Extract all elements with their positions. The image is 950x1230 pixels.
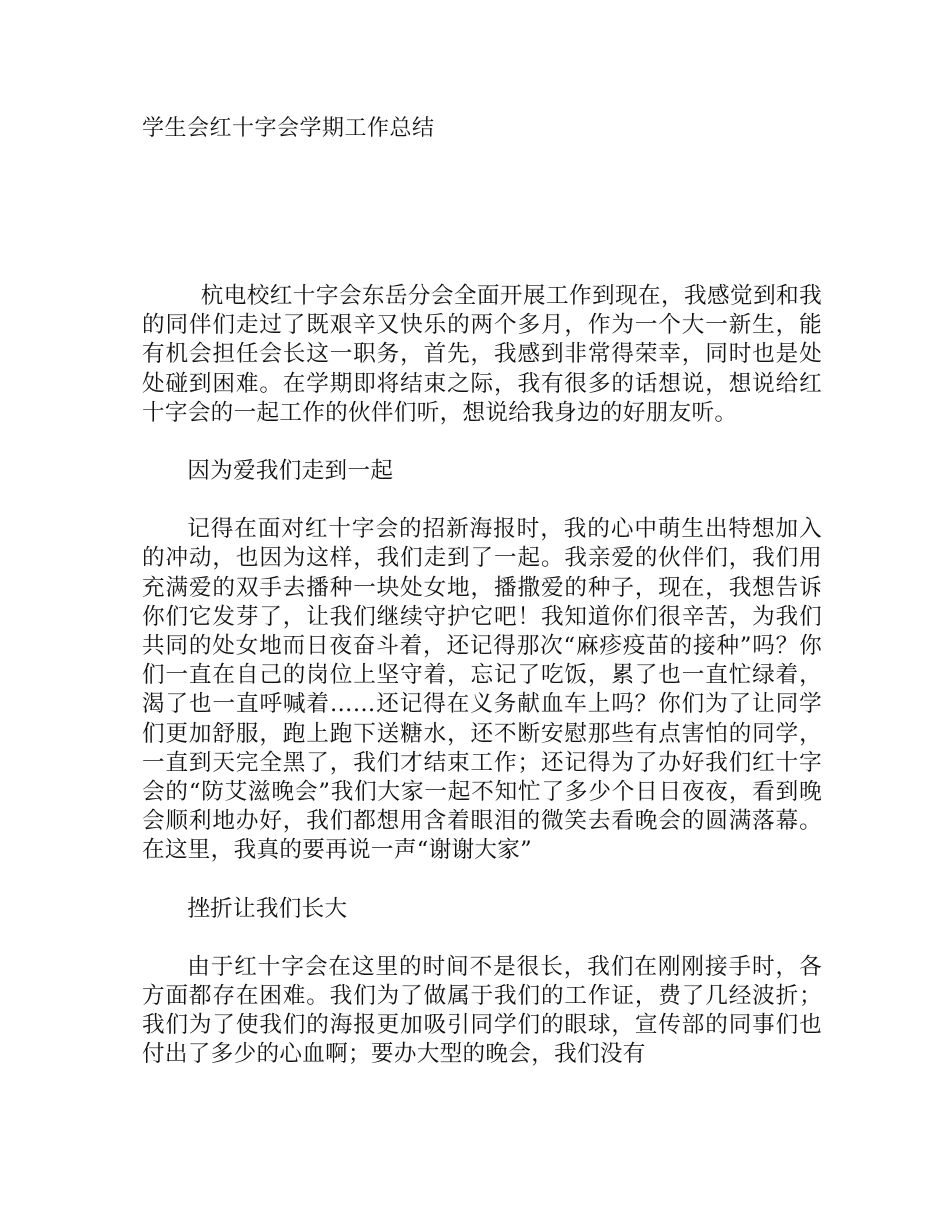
paragraph-gap xyxy=(142,428,822,457)
paragraph-gap xyxy=(142,924,822,953)
section-heading-love: 因为爱我们走到一起 xyxy=(187,458,394,485)
section-heading-setbacks: 挫折让我们长大 xyxy=(187,895,348,922)
paragraph-intro: 杭电校红十字会东岳分会全面开展工作到现在，我感觉到和我的同伴们走过了既艰辛又快乐的两个多月，作为一个大一新生，能有机会担任会长这一职务，首先，我感到非常得荣幸，同时也是处处碰到困难。在学期即将结束之际，我有很多的话想说，想说给红十字会的一起工作的伙伴们听，想说给我身边的好朋友听。 xyxy=(142,283,822,426)
paragraph-gap xyxy=(142,866,822,895)
paragraph-love: 记得在面对红十字会的招新海报时，我的心中萌生出特想加入的冲动，也因为这样，我们走到了一起。我亲爱的伙伴们，我们用充满爱的双手去播种一块处女地，播撒爱的种子，现在，我想告诉你们它发芽了，让我们继续守护它吧！我知道你们很辛苦，为我们共同的处女地而日夜奋斗着，还记得那次“麻疹疫苗的接种”吗？你们一直在自己的岗位上坚守着，忘记了吃饭，累了也一直忙绿着，渴了也一直呼喊着……还记得在义务献血车上吗？你们为了让同学们更加舒服，跑上跑下送糖水，还不断安慰那些有点害怕的同学，一直到天完全黑了，我们才结束工作；还记得为了办好我们红十字会的“防艾滋晚会”我们大家一起不知忙了多少个日日夜夜，看到晚会顺利地办好，我们都想用含着眼泪的微笑去看晚会的圆满落幕。在这里，我真的要再说一声“谢谢大家” xyxy=(142,516,822,864)
document-body xyxy=(142,282,822,1070)
paragraph-setbacks: 由于红十字会在这里的时间不是很长，我们在刚刚接手时，各方面都存在困难。我们为了做属于我们的工作证，费了几经波折；我们为了使我们的海报更加吸引同学们的眼球，宣传部的同事们也付出了多少的心血啊；要办大型的晚会，我们没有 xyxy=(142,953,822,1068)
document-title: 学生会红十字会学期工作总结 xyxy=(142,116,435,141)
paragraph-gap xyxy=(142,486,822,515)
